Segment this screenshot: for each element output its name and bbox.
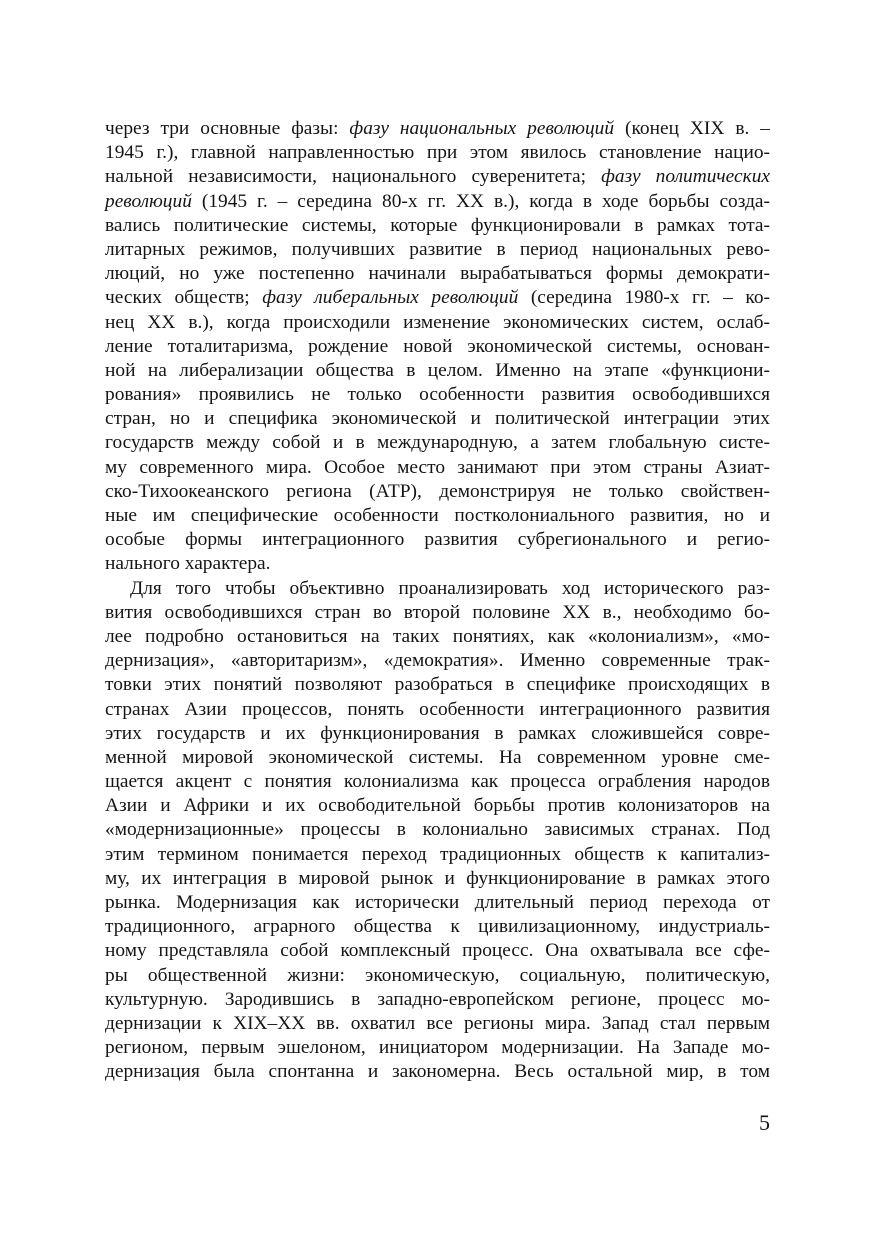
text-line bbox=[105, 649, 770, 673]
text-segment: щается акцент с понятия колониализма как процесса ограбления народов bbox=[105, 771, 770, 793]
paragraph bbox=[105, 117, 770, 577]
text-line bbox=[105, 238, 770, 262]
italic-phrase: революций bbox=[105, 190, 192, 212]
text-line bbox=[105, 311, 770, 335]
text-line bbox=[105, 964, 770, 988]
text-line bbox=[105, 722, 770, 746]
italic-phrase: фазу политических bbox=[601, 166, 770, 188]
text-segment: му современного мира. Особое место занимают при этом страны Азиат- bbox=[105, 456, 770, 478]
text-line bbox=[105, 867, 770, 891]
text-segment: (1945 г. – середина 80-х гг. XX в.), когда в ходе борьбы созда- bbox=[191, 190, 770, 212]
text-segment: Азии и Африки и их освободительной борьбы против колонизаторов на bbox=[105, 795, 770, 817]
text-segment: ление тоталитаризма, рождение новой экономической системы, основан- bbox=[105, 335, 770, 357]
text-segment: дернизация была спонтанна и закономерна. Весь остальной мир, в том bbox=[105, 1061, 770, 1083]
text-segment: этих государств и их функционирования в рамках сложившейся совре- bbox=[105, 722, 770, 744]
text-segment: дернизации к XIX–XX вв. охватил все регионы мира. Запад стал первым bbox=[105, 1012, 770, 1034]
text-segment: рования» проявились не только особенности развития освободившихся bbox=[105, 384, 770, 406]
text-segment: ры общественной жизни: экономическую, социальную, политическую, bbox=[105, 964, 770, 986]
text-line bbox=[105, 988, 770, 1012]
text-line bbox=[105, 165, 770, 189]
text-segment: литарных режимов, получивших развитие в период национальных рево- bbox=[105, 238, 770, 260]
text-segment: через три основные фазы: bbox=[105, 118, 350, 139]
text-line bbox=[105, 698, 770, 722]
text-segment: (конец XIX в. – bbox=[614, 118, 770, 139]
text-segment: стран, но и специфика экономической и политической интеграции этих bbox=[105, 408, 770, 430]
paragraph bbox=[105, 577, 770, 1085]
text-line bbox=[105, 528, 770, 552]
italic-phrase: фазу либеральных революций bbox=[262, 287, 519, 309]
text-segment: нального характера. bbox=[105, 553, 271, 575]
text-line bbox=[105, 480, 770, 504]
body-text bbox=[105, 117, 770, 1085]
text-segment: му, их интеграция в мировой рынок и функционирование в рамках этого bbox=[105, 867, 770, 889]
text-segment: нец XX в.), когда происходили изменение экономических систем, ослаб- bbox=[105, 311, 770, 333]
page-number: 5 bbox=[759, 1110, 770, 1135]
text-line bbox=[105, 673, 770, 697]
text-line bbox=[105, 286, 770, 310]
text-line bbox=[105, 843, 770, 867]
text-line bbox=[105, 939, 770, 963]
text-line bbox=[105, 383, 770, 407]
text-line bbox=[105, 746, 770, 770]
text-line bbox=[105, 190, 770, 214]
text-line bbox=[105, 504, 770, 528]
text-segment: 1945 г.), главной направленностью при этом явилось становление нацио- bbox=[105, 142, 770, 164]
text-segment: Для того чтобы объективно проанализировать ход исторического раз- bbox=[130, 577, 770, 599]
text-line bbox=[105, 407, 770, 431]
text-segment: дернизация», «авторитаризм», «демократия». Именно современные трак- bbox=[105, 650, 770, 672]
text-line bbox=[105, 601, 770, 625]
text-line bbox=[105, 359, 770, 383]
text-segment: ные им специфические особенности постколониального развития, но и bbox=[105, 505, 770, 526]
text-segment: вались политические системы, которые функционировали в рамках тота- bbox=[105, 214, 770, 236]
text-segment: ному представляла собой комплексный процесс. Она охватывала все сфе- bbox=[105, 940, 770, 962]
text-segment: культурную. Зародившись в западно-европейском регионе, процесс мо- bbox=[105, 988, 770, 1010]
text-segment: государств между собой и в международную, а затем глобальную систе- bbox=[105, 432, 770, 454]
text-segment: вития освободившихся стран во второй половине XX в., необходимо бо- bbox=[105, 601, 770, 623]
text-line bbox=[105, 794, 770, 818]
text-line bbox=[105, 818, 770, 842]
text-line bbox=[105, 891, 770, 915]
text-segment: «модернизационные» процессы в колониально зависимых странах. Под bbox=[105, 819, 770, 841]
text-line bbox=[105, 335, 770, 359]
text-segment: странах Азии процессов, понять особенности интеграционного развития bbox=[105, 698, 770, 720]
text-line bbox=[105, 577, 770, 601]
italic-phrase: фазу национальных революций bbox=[349, 118, 615, 139]
text-line bbox=[105, 214, 770, 238]
text-line bbox=[105, 915, 770, 939]
text-line bbox=[105, 262, 770, 286]
text-segment: ческих обществ; bbox=[105, 287, 263, 309]
text-segment: менной мировой экономической системы. На современном уровне сме- bbox=[105, 746, 770, 768]
text-segment: рынка. Модернизация как исторически длительный период перехода от bbox=[105, 892, 770, 913]
text-segment: этим термином понимается переход традиционных обществ к капитализ- bbox=[105, 843, 770, 865]
text-line bbox=[105, 456, 770, 480]
text-segment: традиционного, аграрного общества к цивилизационному, индустриаль- bbox=[105, 916, 770, 938]
text-segment: ско-Тихоокеанского региона (АТР), демонстрируя не только свойствен- bbox=[105, 480, 770, 502]
text-segment: люций, но уже постепенно начинали вырабатываться формы демократи- bbox=[105, 263, 770, 285]
text-segment: (середина 1980-х гг. – ко- bbox=[518, 287, 770, 309]
text-line bbox=[105, 117, 770, 141]
text-segment: регионом, первым эшелоном, инициатором модернизации. На Западе мо- bbox=[105, 1037, 770, 1059]
text-line bbox=[105, 625, 770, 649]
text-segment: нальной независимости, национального суверенитета; bbox=[105, 166, 602, 188]
text-line bbox=[105, 552, 770, 576]
text-line bbox=[105, 1036, 770, 1060]
text-segment: лее подробно остановиться на таких понятиях, как «колониализм», «мо- bbox=[105, 625, 770, 647]
text-line bbox=[105, 141, 770, 165]
text-line bbox=[105, 770, 770, 794]
text-line bbox=[105, 431, 770, 455]
text-line bbox=[105, 1060, 770, 1084]
text-segment: особые формы интеграционного развития субрегионального и регио- bbox=[105, 529, 770, 551]
text-segment: товки этих понятий позволяют разобраться в специфике происходящих в bbox=[105, 674, 770, 696]
text-segment: ной на либерализации общества в целом. Именно на этапе «функциони- bbox=[105, 359, 770, 381]
text-line bbox=[105, 1012, 770, 1036]
